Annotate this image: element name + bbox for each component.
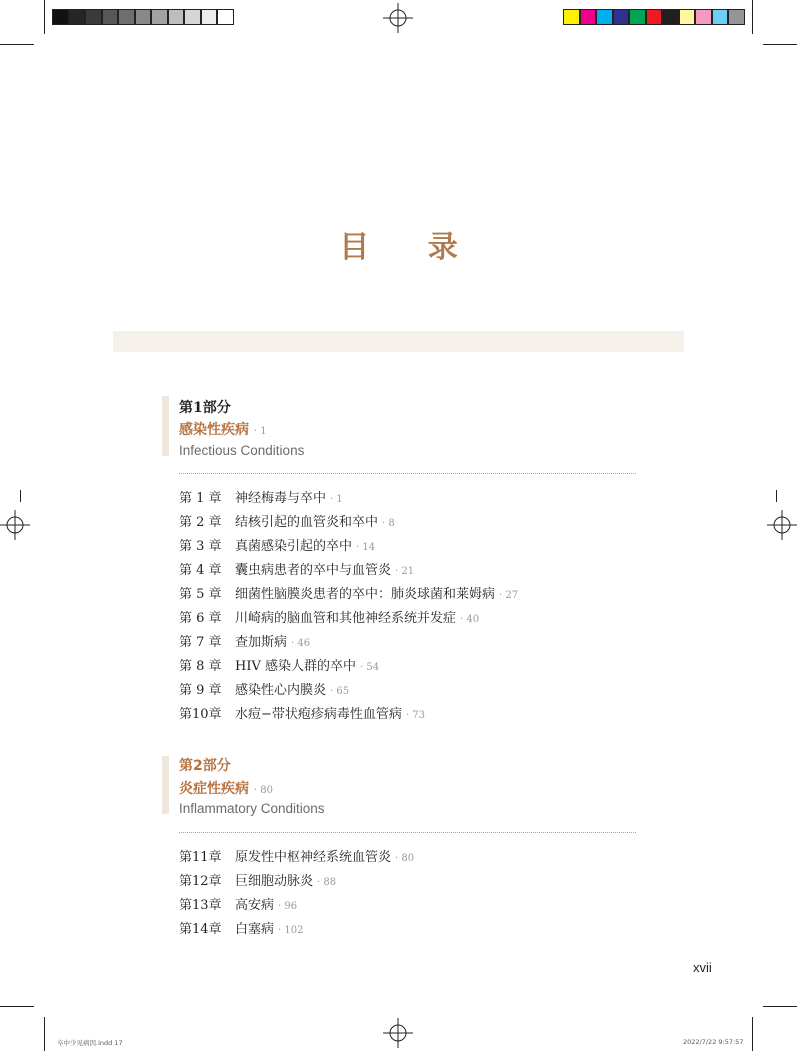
chapter-page: · 54 (360, 662, 380, 673)
color-swatch (118, 9, 135, 25)
chapter-number: 第14章 (179, 922, 222, 937)
part-accent-bar (162, 396, 169, 456)
chapter-item[interactable] (179, 511, 518, 535)
chapter-item[interactable] (179, 846, 414, 870)
chapter-page: · 80 (395, 853, 415, 864)
chapter-page: · 46 (291, 638, 311, 649)
chapter-number: 第 5 章 (179, 587, 222, 602)
chapter-item[interactable] (179, 631, 518, 655)
chapter-page: · 8 (382, 518, 395, 529)
chapter-number: 第 7 章 (179, 635, 222, 650)
chapter-item[interactable] (179, 559, 518, 583)
footer-file-name: 卒中少见病因.indd 17 (57, 1039, 123, 1047)
chapter-title: 结核引起的血管炎和卒中 (235, 515, 379, 530)
registration-mark-icon (383, 1018, 413, 1048)
chapter-title: 查加斯病 (235, 635, 288, 650)
color-swatch (596, 9, 613, 25)
color-swatch (695, 9, 712, 25)
color-swatch (613, 9, 630, 25)
chapter-title: 白塞病 (235, 922, 275, 937)
chapter-number: 第 9 章 (179, 683, 222, 698)
chapter-title: 原发性中枢神经系统血管炎 (235, 850, 392, 865)
page-number: xvii (693, 960, 712, 975)
color-swatch (168, 9, 185, 25)
chapter-item[interactable] (179, 918, 414, 942)
chapter-title: HIV 感染人群的卒中 (235, 659, 356, 674)
chapter-title: 细菌性脑膜炎患者的卒中：肺炎球菌和莱姆病 (235, 587, 496, 602)
chapter-title: 巨细胞动脉炎 (235, 874, 314, 889)
dotted-divider (179, 473, 636, 474)
color-swatch (52, 9, 69, 25)
color-swatch (135, 9, 152, 25)
chapter-page: · 102 (278, 925, 304, 936)
chapter-item[interactable] (179, 679, 518, 703)
color-swatch (629, 9, 646, 25)
part-title (179, 419, 267, 439)
chapter-title: 真菌感染引起的卒中 (235, 539, 353, 554)
page-title: 目 录 (339, 230, 482, 265)
part-title (179, 778, 273, 798)
part-title-en: Infectious Conditions (179, 443, 305, 458)
color-swatch (217, 9, 234, 25)
chapter-number: 第13章 (179, 898, 222, 913)
chapter-item[interactable] (179, 535, 518, 559)
chapter-page: · 88 (317, 877, 337, 888)
color-swatch (646, 9, 663, 25)
color-swatch (184, 9, 201, 25)
chapter-number: 第10章 (179, 707, 222, 722)
chapter-title: 囊虫病患者的卒中与血管炎 (235, 563, 392, 578)
color-swatch (712, 9, 729, 25)
decorative-band (113, 331, 684, 352)
chapter-page: · 21 (395, 566, 415, 577)
chapter-page: · 96 (278, 901, 298, 912)
chapter-item[interactable] (179, 894, 414, 918)
part-title-cn: 炎症性疾病 (179, 781, 249, 797)
chapter-number: 第12章 (179, 874, 222, 889)
chapter-number: 第 1 章 (179, 491, 222, 506)
color-swatch (69, 9, 86, 25)
color-swatch (679, 9, 696, 25)
color-swatch (563, 9, 580, 25)
part-label: 第1部分 (179, 400, 231, 416)
registration-mark-icon (383, 3, 413, 33)
chapter-item[interactable] (179, 870, 414, 894)
chapter-list (179, 846, 414, 942)
chapter-title: 川崎病的脑血管和其他神经系统并发症 (235, 611, 457, 626)
part-accent-bar (162, 756, 169, 814)
color-swatch (85, 9, 102, 25)
footer-timestamp: 2022/7/22 9:57:57 (683, 1038, 744, 1046)
crop-mark (776, 490, 777, 502)
chapter-number: 第 3 章 (179, 539, 222, 554)
chapter-title: 感染性心内膜炎 (235, 683, 327, 698)
chapter-title: 神经梅毒与卒中 (235, 491, 327, 506)
chapter-page: · 65 (330, 686, 350, 697)
chapter-page: · 40 (460, 614, 480, 625)
cmyk-color-bar (563, 9, 745, 25)
part-title-page: · 1 (253, 426, 267, 437)
chapter-page: · 14 (356, 542, 376, 553)
color-swatch (580, 9, 597, 25)
chapter-number: 第 2 章 (179, 515, 222, 530)
chapter-item[interactable] (179, 655, 518, 679)
chapter-title: 水痘−带状疱疹病毒性血管病 (235, 707, 402, 722)
registration-mark-icon (0, 510, 30, 540)
chapter-item[interactable] (179, 607, 518, 631)
chapter-number: 第 6 章 (179, 611, 222, 626)
part-title-page: · 80 (253, 785, 273, 796)
chapter-number: 第 4 章 (179, 563, 222, 578)
part-title-cn: 感染性疾病 (179, 422, 249, 438)
chapter-page: · 27 (499, 590, 519, 601)
chapter-item[interactable] (179, 703, 518, 727)
part-label: 第2部分 (179, 758, 231, 774)
dotted-divider (179, 832, 636, 833)
chapter-number: 第 8 章 (179, 659, 222, 674)
chapter-page: · 73 (405, 710, 425, 721)
crop-mark (20, 490, 21, 502)
chapter-item[interactable] (179, 583, 518, 607)
chapter-number: 第11章 (179, 850, 222, 865)
chapter-list (179, 487, 518, 727)
color-swatch (728, 9, 745, 25)
color-swatch (102, 9, 119, 25)
color-swatch (151, 9, 168, 25)
grayscale-color-bar (52, 9, 234, 25)
chapter-item[interactable] (179, 487, 518, 511)
color-swatch (201, 9, 218, 25)
chapter-page: · 1 (330, 494, 343, 505)
part-title-en: Inflammatory Conditions (179, 801, 325, 816)
color-swatch (662, 9, 679, 25)
registration-mark-icon (767, 510, 797, 540)
chapter-title: 高安病 (235, 898, 275, 913)
